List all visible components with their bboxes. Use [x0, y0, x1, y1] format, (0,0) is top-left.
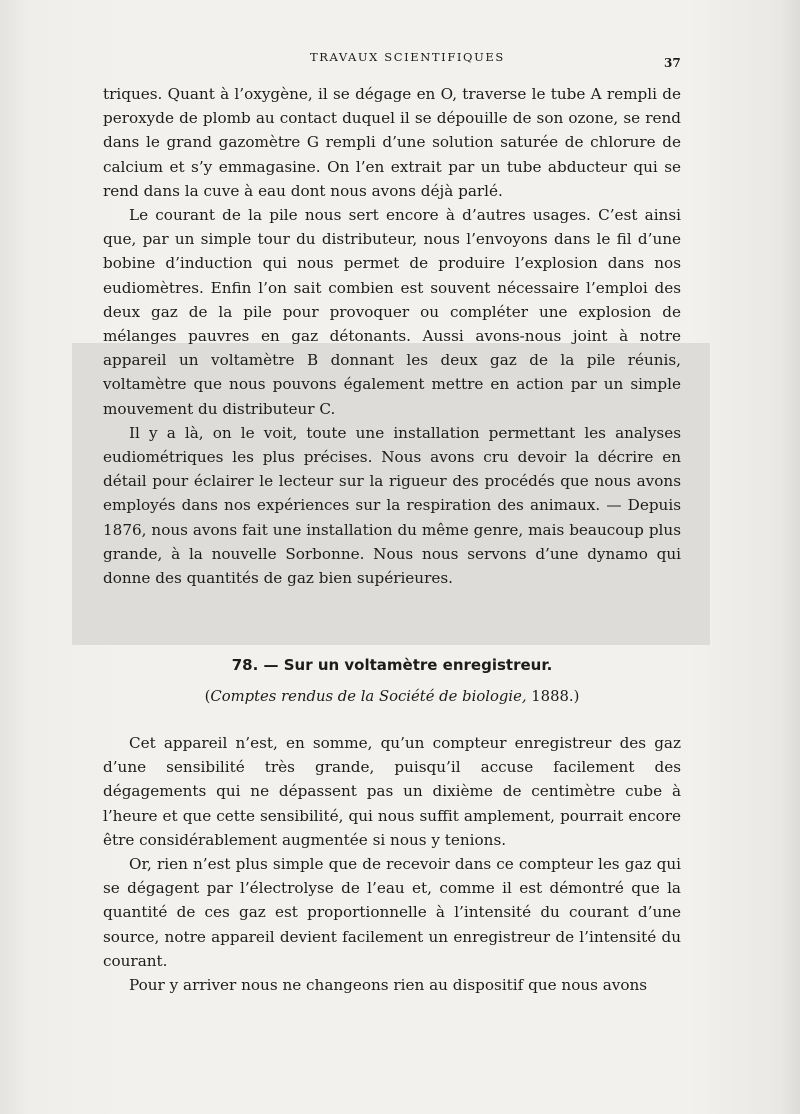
- page-number: 37: [664, 56, 681, 70]
- section-citation: [103, 685, 681, 709]
- page-header: [0, 50, 800, 70]
- running-title: TRAVAUX SCIENTIFIQUES: [310, 50, 505, 64]
- paragraph-1: triques. Quant à l’oxygène, il se dégage en O, traverse le tube A rempli de peroxyde de plomb au contact duquel il se dépouille de son ozone, se rend dans le grand gazomètre G rempli d’une solution saturée de chlorure de calcium et s’y emmagasine. On l’en extrait par un tube abducteur qui se rend dans la cuve à eau dont nous avons déjà parlé.: [103, 85, 681, 200]
- citation-journal: Comptes rendus de la Société de biologie,: [210, 688, 527, 705]
- paragraph-2: Le courant de la pile nous sert encore à d’autres usages. C’est ainsi que, par un simple tour du distributeur, nous l’envoyons dans le fil d’une bobine d’induction qui nous permet de produire l’explosion dans nos eudiomètres. Enfin l’on sait combien est souvent nécessaire l’emploi des deux gaz de la pile pour provoquer ou compléter une explosion de mélanges pauvres en gaz détonants. Aussi avons-nous joint à notre appareil un voltamètre B donnant les deux gaz de la pile réunis, voltamètre que nous pouvons également mettre en action par un simple mouvement du distributeur C.: [103, 206, 681, 418]
- section-title: 78. — Sur un voltamètre enregistreur.: [231, 656, 553, 674]
- section-text-block: [103, 731, 681, 997]
- citation-open: (: [204, 688, 211, 705]
- paragraph-3: Il y a là, on le voit, toute une installation permettant les analyses eudiométriques les plus précises. Nous avons cru devoir la décrire en détail pour éclairer le lecteur sur la rigueur des procédés que nous avons employés dans nos expériences sur la respiration des animaux. — Depuis 1876, nous avons fait une installation du même genre, mais beaucoup plus grande, à la nouvelle Sorbonne. Nous nous servons d’une dynamo qui donne des quantités de gaz bien supérieures.: [103, 423, 681, 588]
- paragraph-4: Cet appareil n’est, en somme, qu’un compteur enregistreur des gaz d’une sensibilité très grande, puisqu’il accuse facilement des dégagements qui ne dépassent pas un dixième de centimètre cube à l’heure et que cette sensibilité, qui nous suffit amplement, pourrait encore être considérablement augmentée si nous y tenions.: [103, 734, 681, 849]
- paragraph-5: Or, rien n’est plus simple que de recevoir dans ce compteur les gaz qui se dégagent par l’électrolyse de l’eau et, comme il est démontré que la quantité de ces gaz est proportionnelle à l’intensité du courant d’une source, notre appareil devient facilement un enregistreur de l’intensité du courant.: [103, 855, 681, 970]
- main-text-block: [103, 82, 681, 590]
- citation-year: 1888.): [526, 688, 580, 705]
- section-heading-block: [103, 653, 681, 709]
- paragraph-6: Pour y arriver nous ne changeons rien au dispositif que nous avons: [129, 976, 648, 995]
